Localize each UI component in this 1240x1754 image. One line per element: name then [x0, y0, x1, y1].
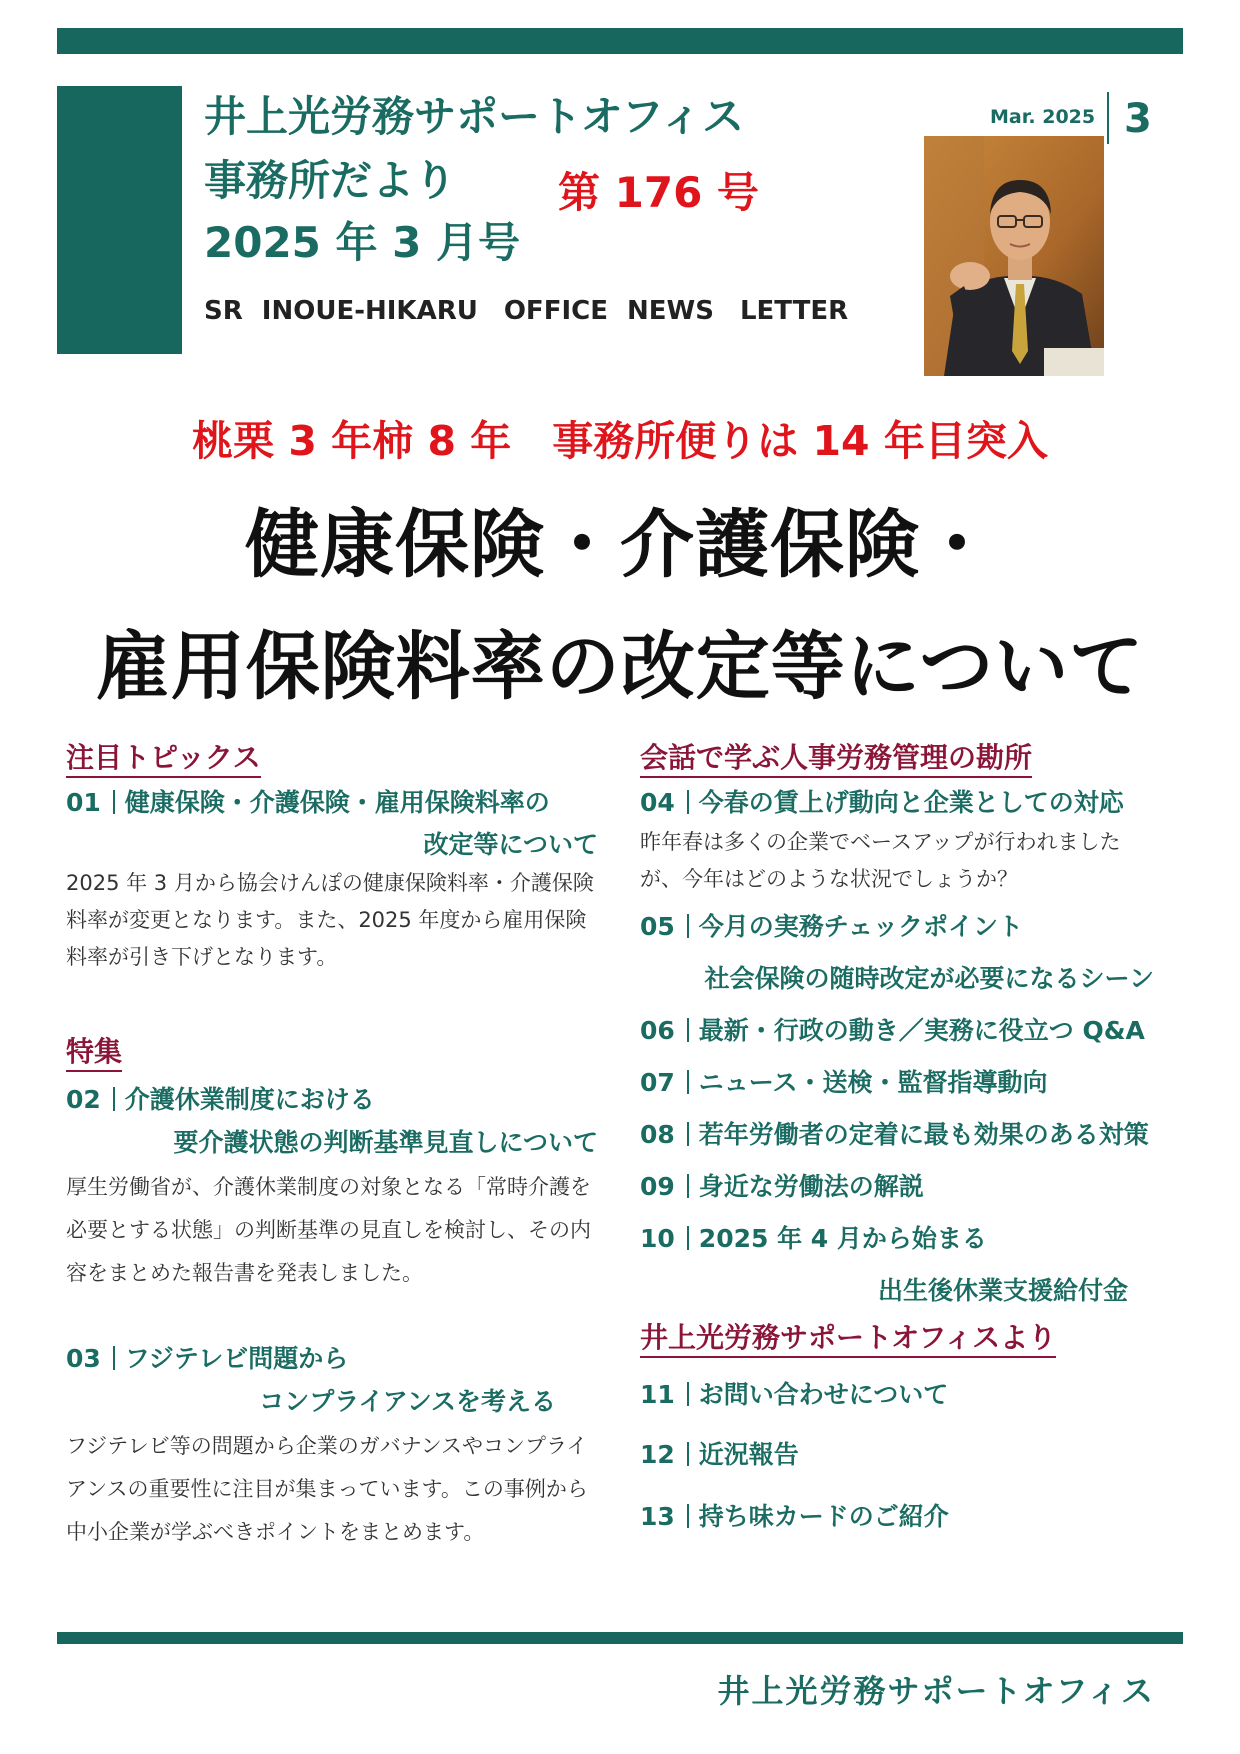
toc-title: 持ち味カードのご紹介: [698, 1502, 949, 1531]
office-name: 井上光労務サポートオフィス: [204, 92, 745, 141]
toc-title: 今春の賃上げ動向と企業としての対応: [698, 788, 1124, 817]
separator: [687, 1018, 689, 1042]
toc-number: 10: [640, 1224, 675, 1253]
section-hr-dialogue: 会話で学ぶ人事労務管理の勘所: [640, 742, 1032, 778]
toc-item-03-title-cont: コンプライアンスを考える: [259, 1387, 556, 1416]
toc-item-05[interactable]: [640, 914, 1023, 939]
toc-item-01-title-cont: 改定等について: [423, 830, 598, 859]
bottom-bar: [57, 1632, 1183, 1644]
separator: [687, 1122, 689, 1146]
toc-title: 最新・行政の動き／実務に役立つ Q&A: [698, 1016, 1145, 1045]
month-number: 3: [1124, 96, 1152, 142]
separator: [687, 1382, 689, 1406]
separator: [113, 1346, 115, 1370]
toc-title: お問い合わせについて: [698, 1380, 949, 1409]
newsletter-title: 事務所だより: [204, 156, 457, 205]
issue-date: Mar. 2025: [990, 106, 1096, 128]
separator: [687, 1070, 689, 1094]
toc-item-09[interactable]: [640, 1174, 924, 1199]
toc-number: 03: [66, 1344, 101, 1373]
header-side-block: [57, 86, 182, 354]
toc-item-10-title-cont: 出生後休業支援給付金: [877, 1276, 1128, 1305]
headline-line-1: 健康保険・介護保険・: [245, 502, 995, 588]
author-photo-illustration: [924, 136, 1104, 376]
tagline: 桃栗 3 年柿 8 年 事務所便りは 14 年目突入: [192, 417, 1048, 465]
toc-title: ニュース・送検・監督指導動向: [698, 1068, 1048, 1097]
issue-number: 第 176 号: [558, 168, 759, 217]
toc-item-11[interactable]: [640, 1382, 948, 1407]
toc-item-01-desc: 2025 年 3 月から協会けんぽの健康保険料率・介護保険料率が変更となります。また、2025 年度から雇用保険料率が引き下げとなります。: [66, 871, 594, 969]
toc-title: 2025 年 4 月から始まる: [698, 1224, 987, 1253]
toc-item-02-title-cont: 要介護状態の判断基準見直しについて: [173, 1128, 598, 1157]
toc-item-04-desc: 昨年春は多くの企業でベースアップが行われましたが、今年はどのような状況でしょうか？: [640, 830, 1121, 891]
separator: [113, 1087, 115, 1111]
section-special-feature: 特集: [66, 1036, 122, 1072]
separator: [113, 790, 115, 814]
toc-number: 11: [640, 1380, 675, 1409]
separator: [687, 790, 689, 814]
section-from-office: 井上光労務サポートオフィスより: [640, 1322, 1056, 1358]
toc-item-06[interactable]: [640, 1018, 1145, 1043]
toc-title: 近況報告: [698, 1440, 799, 1469]
toc-item-07[interactable]: [640, 1070, 1048, 1095]
separator: [687, 1504, 689, 1528]
toc-title: 今月の実務チェックポイント: [698, 912, 1024, 941]
toc-item-01[interactable]: [66, 790, 550, 815]
author-photo: [924, 136, 1104, 376]
toc-number: 02: [66, 1085, 101, 1114]
toc-title: 介護休業制度における: [124, 1085, 375, 1114]
date-divider: [1107, 92, 1109, 144]
toc-item-10[interactable]: [640, 1226, 987, 1251]
toc-number: 05: [640, 912, 675, 941]
toc-number: 04: [640, 788, 675, 817]
toc-item-05-title-cont: 社会保険の随時改定が必要になるシーン: [704, 964, 1154, 993]
toc-title: 健康保険・介護保険・雇用保険料率の: [124, 788, 550, 817]
toc-item-12[interactable]: [640, 1442, 799, 1467]
toc-number: 09: [640, 1172, 675, 1201]
toc-item-04[interactable]: [640, 790, 1124, 815]
toc-item-03[interactable]: [66, 1346, 348, 1371]
toc-number: 07: [640, 1068, 675, 1097]
separator: [687, 1442, 689, 1466]
toc-item-02-desc: 厚生労働省が、介護休業制度の対象となる「常時介護を必要とする状態」の判断基準の見直しを検討し、その内容をまとめた報告書を発表しました。: [66, 1175, 591, 1285]
top-bar: [57, 28, 1183, 54]
toc-number: 13: [640, 1502, 675, 1531]
headline-line-2: 雇用保険料率の改定等について: [95, 624, 1145, 710]
toc-number: 08: [640, 1120, 675, 1149]
issue-month: 2025 年 3 月号: [204, 218, 520, 267]
section-featured-topics: 注目トピックス: [66, 742, 261, 778]
footer-office-name: 井上光労務サポートオフィス: [717, 1672, 1155, 1710]
toc-title: 若年労働者の定着に最も効果のある対策: [698, 1120, 1149, 1149]
newsletter-subtitle: SR INOUE-HIKARU OFFICE NEWS LETTER: [204, 296, 849, 326]
toc-item-03-desc: フジテレビ等の問題から企業のガバナンスやコンプライアンスの重要性に注目が集まっています。この事例から中小企業が学ぶべきポイントをまとめます。: [66, 1434, 588, 1544]
separator: [687, 914, 689, 938]
toc-item-13[interactable]: [640, 1504, 949, 1529]
toc-number: 12: [640, 1440, 675, 1469]
toc-title: フジテレビ問題から: [124, 1344, 349, 1373]
toc-number: 01: [66, 788, 101, 817]
separator: [687, 1226, 689, 1250]
toc-item-08[interactable]: [640, 1122, 1149, 1147]
toc-title: 身近な労働法の解説: [698, 1172, 924, 1201]
toc-item-02[interactable]: [66, 1087, 375, 1112]
toc-number: 06: [640, 1016, 675, 1045]
separator: [687, 1174, 689, 1198]
